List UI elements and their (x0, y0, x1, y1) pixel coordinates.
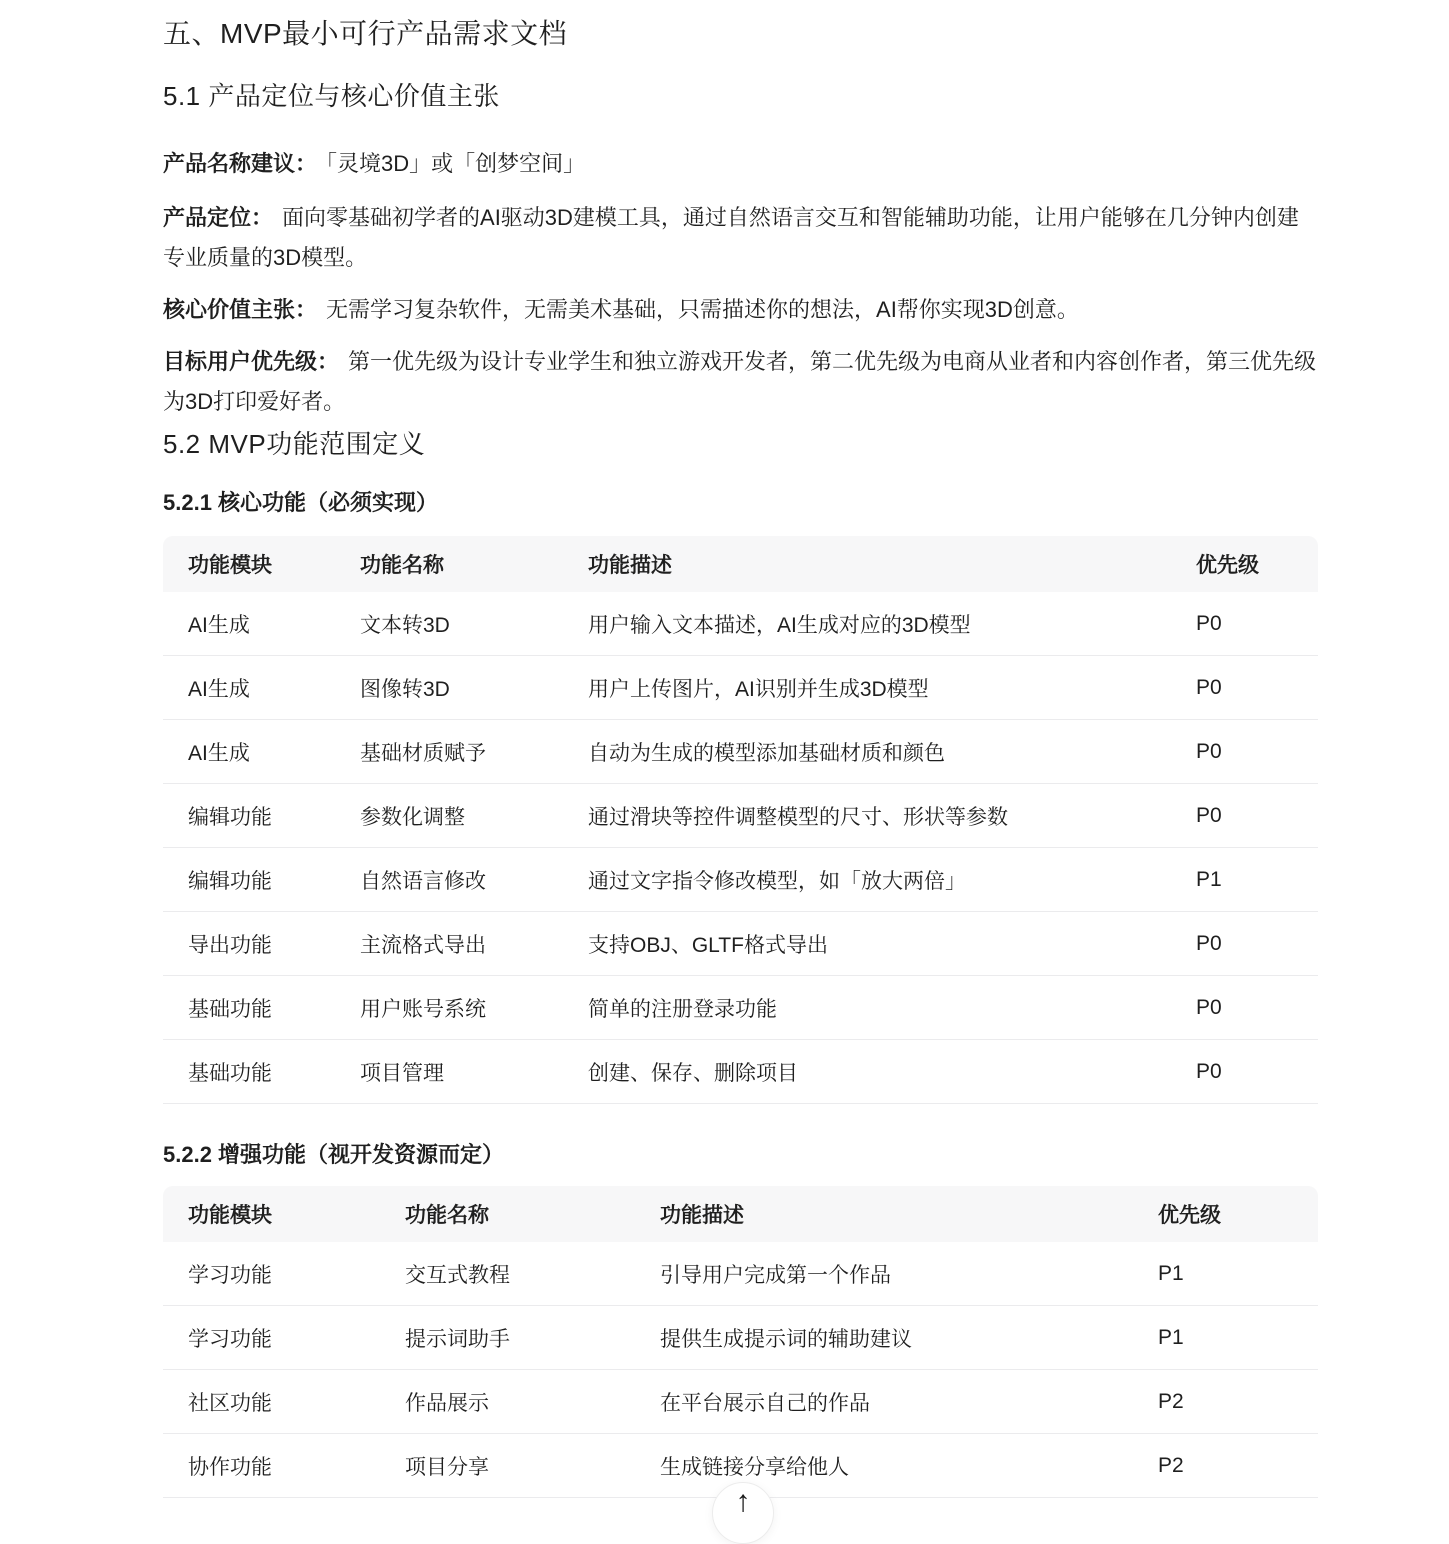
section-heading-5: 五、MVP最小可行产品需求文档 (163, 18, 568, 49)
table-cell: 作品展示 (405, 1391, 489, 1415)
table-cell: 参数化调整 (360, 805, 465, 829)
table-row (163, 592, 1318, 656)
table-cell: P1 (1158, 1261, 1184, 1285)
table-cell: 提示词助手 (405, 1327, 510, 1351)
table-cell: 提供生成提示词的辅助建议 (660, 1327, 912, 1351)
scroll-to-top-button[interactable] (712, 1482, 774, 1544)
table-row (163, 656, 1318, 720)
table-cell: P0 (1196, 931, 1222, 955)
table-cell: 编辑功能 (188, 805, 272, 829)
table-cell: P1 (1196, 867, 1222, 891)
table-cell: P2 (1158, 1453, 1184, 1477)
table-cell: 基础材质赋予 (360, 741, 486, 765)
section-heading-5-1: 5.1 产品定位与核心价值主张 (163, 81, 500, 111)
table-cell: 基础功能 (188, 997, 272, 1021)
table-cell: P2 (1158, 1389, 1184, 1413)
table-row (163, 720, 1318, 784)
table-row (163, 784, 1318, 848)
para-label: 核心价值主张： (163, 297, 318, 322)
table-cell: P0 (1196, 803, 1222, 827)
paragraph-product-name (163, 144, 1318, 184)
table-cell: 创建、保存、删除项目 (588, 1061, 798, 1085)
column-header: 优先级 (1196, 554, 1259, 577)
table-cell: 项目管理 (360, 1061, 444, 1085)
table-cell: 通过文字指令修改模型，如「放大两倍」 (588, 869, 966, 893)
table-row (163, 976, 1318, 1040)
para-text: 「灵境3D」或「创梦空间」 (326, 151, 586, 176)
table-cell: AI生成 (188, 741, 250, 765)
table-cell: 导出功能 (188, 933, 272, 957)
section-heading-5-2: 5.2 MVP功能范围定义 (163, 429, 426, 459)
core-features-table (163, 536, 1318, 1104)
para-label: 产品名称建议： (163, 151, 318, 176)
table-row (163, 912, 1318, 976)
table-cell: 支持OBJ、GLTF格式导出 (588, 933, 828, 957)
column-header: 功能描述 (588, 554, 672, 577)
table-cell: 项目分享 (405, 1455, 489, 1479)
table-cell: P0 (1196, 1059, 1222, 1083)
table-cell: P0 (1196, 675, 1222, 699)
para-text: 面向零基础初学者的AI驱动3D建模工具，通过自然语言交互和智能辅助功能，让用户能够在几分钟内创建专业质量的3D模型。 (163, 205, 1299, 270)
table-cell: 用户上传图片，AI识别并生成3D模型 (588, 677, 929, 701)
column-header: 功能模块 (188, 554, 272, 577)
table-cell: 自然语言修改 (360, 869, 486, 893)
table-cell: AI生成 (188, 613, 250, 637)
table-cell: 主流格式导出 (360, 933, 486, 957)
table-row (163, 848, 1318, 912)
arrow-up-icon: ↑ (735, 1485, 751, 1518)
table-row (163, 1370, 1318, 1434)
table-cell: P0 (1196, 995, 1222, 1019)
column-header: 功能名称 (360, 554, 444, 577)
table-cell: 编辑功能 (188, 869, 272, 893)
table-cell: P1 (1158, 1325, 1184, 1349)
column-header: 功能描述 (660, 1204, 744, 1227)
table-cell: 社区功能 (188, 1391, 272, 1415)
para-text: 第一优先级为设计专业学生和独立游戏开发者，第二优先级为电商从业者和内容创作者，第三优先级为3D打印爱好者。 (163, 349, 1317, 414)
table-cell: 基础功能 (188, 1061, 272, 1085)
table-cell: 文本转3D (360, 613, 450, 637)
table-cell: 引导用户完成第一个作品 (660, 1263, 891, 1287)
paragraph-target-users (163, 342, 1318, 422)
enhanced-features-table (163, 1186, 1318, 1498)
table-cell: P0 (1196, 739, 1222, 763)
table-cell: 在平台展示自己的作品 (660, 1391, 870, 1415)
table-row (163, 1306, 1318, 1370)
table-cell: 用户账号系统 (360, 997, 486, 1021)
table-cell: 图像转3D (360, 677, 450, 701)
table-cell: P0 (1196, 611, 1222, 635)
table-body (163, 592, 1318, 1104)
column-header: 功能模块 (188, 1204, 272, 1227)
para-text: 无需学习复杂软件，无需美术基础，只需描述你的想法，AI帮你实现3D创意。 (326, 297, 1079, 322)
column-header: 功能名称 (405, 1204, 489, 1227)
table-body (163, 1242, 1318, 1498)
table-cell: 用户输入文本描述，AI生成对应的3D模型 (588, 613, 971, 637)
column-header: 优先级 (1158, 1204, 1221, 1227)
table-cell: 自动为生成的模型添加基础材质和颜色 (588, 741, 945, 765)
section-heading-5-2-1: 5.2.1 核心功能（必须实现） (163, 490, 439, 515)
table-cell: 生成链接分享给他人 (660, 1455, 849, 1479)
table-cell: 通过滑块等控件调整模型的尺寸、形状等参数 (588, 805, 1008, 829)
para-label: 目标用户优先级： (163, 349, 340, 374)
table-row (163, 1040, 1318, 1104)
table-cell: 学习功能 (188, 1263, 272, 1287)
table-header-row (163, 1186, 1318, 1242)
table-cell: 协作功能 (188, 1455, 272, 1479)
table-cell: 学习功能 (188, 1327, 272, 1351)
table-cell: AI生成 (188, 677, 250, 701)
table-cell: 交互式教程 (405, 1263, 510, 1287)
section-heading-5-2-2: 5.2.2 增强功能（视开发资源而定） (163, 1142, 505, 1167)
paragraph-core-value (163, 290, 1318, 330)
para-label: 产品定位： (163, 205, 274, 230)
table-row (163, 1242, 1318, 1306)
table-header-row (163, 536, 1318, 592)
table-cell: 简单的注册登录功能 (588, 997, 777, 1021)
paragraph-product-positioning (163, 198, 1318, 278)
